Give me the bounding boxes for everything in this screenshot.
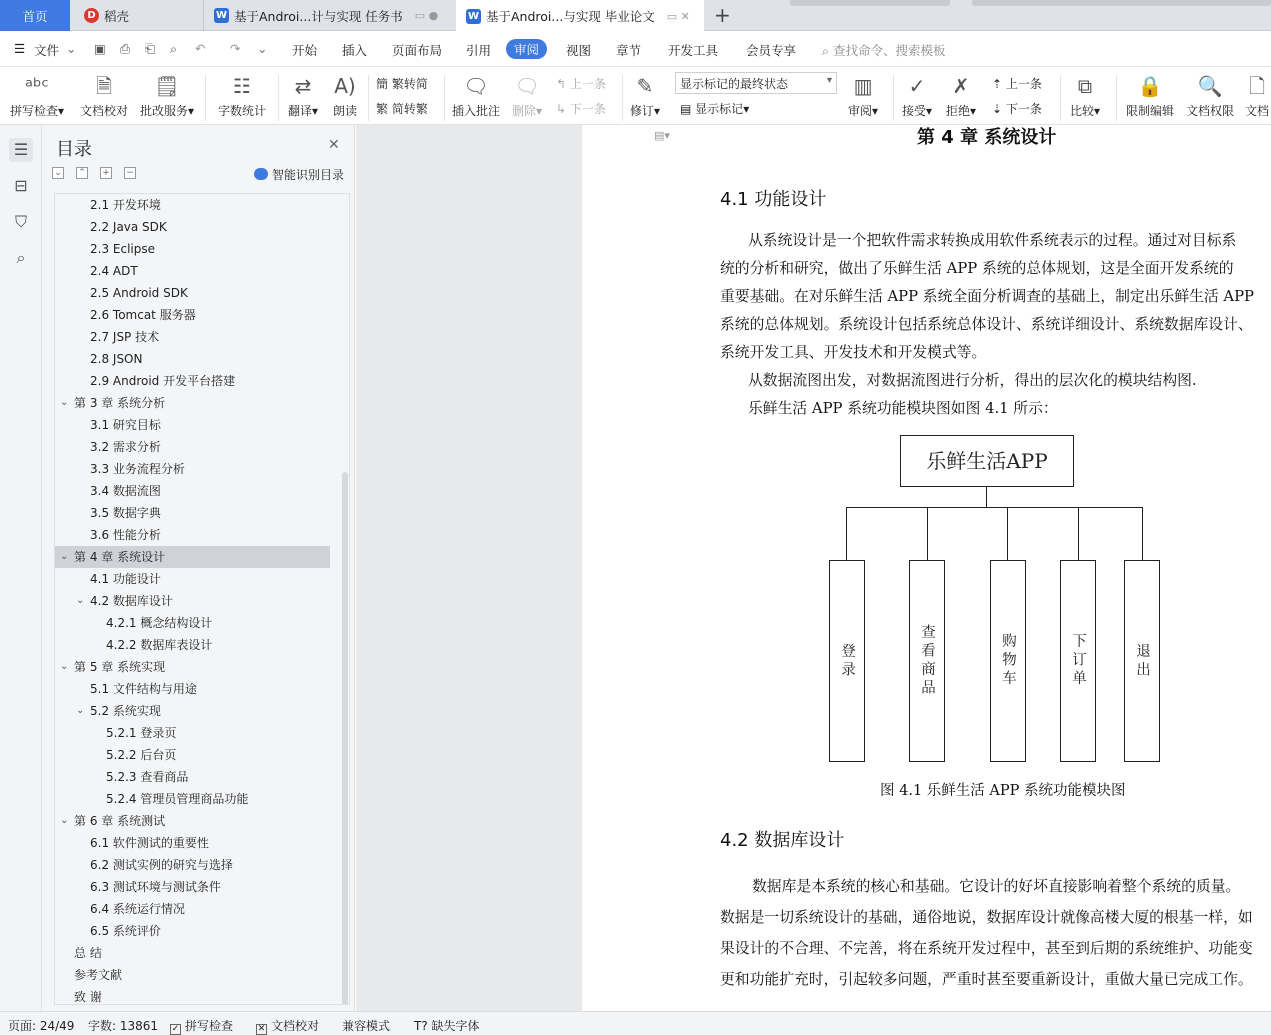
reject-icon: ✗ — [952, 74, 970, 98]
word-doc-icon: W — [467, 10, 480, 22]
paragraph-line: 从数据流图出发，对数据流图进行分析，得出的层次化的模块结构图. — [748, 372, 1197, 389]
search-icon[interactable]: ⌕ — [16, 248, 26, 267]
diagram-connector — [1142, 507, 1143, 560]
toc-item[interactable]: 3.5 数据字典 — [90, 506, 161, 520]
tab-task-book-controls-icon[interactable]: ▭ ● — [414, 9, 439, 22]
navigation-strip — [0, 125, 42, 1011]
doc-permission-label: 文档权限 — [1186, 104, 1235, 118]
word-count-label: 字数统计 — [218, 104, 267, 118]
comment-plus-icon: 🗨 — [463, 74, 489, 98]
compare-icon: ⧉ — [1077, 74, 1093, 98]
toc-item[interactable]: 3.1 研究目标 — [90, 418, 161, 432]
batch-service-label: 批改服务 — [140, 104, 189, 118]
restrict-editing-label: 限制编辑 — [1126, 104, 1175, 118]
toc-section-label: 5.2 系统实现 — [90, 704, 161, 718]
convert-icon: 繁 — [376, 102, 389, 116]
chapter-heading: 第 4 章 系统设计 — [917, 127, 1057, 148]
toc-scrollbar[interactable] — [342, 472, 348, 1005]
section-heading-4-1: 4.1 功能设计 — [720, 189, 827, 210]
toc-item[interactable]: 2.7 JSP 技术 — [90, 330, 160, 344]
expand-icon[interactable]: + — [100, 167, 112, 179]
batch-service-button[interactable]: 🗒 批改服务▾ — [140, 74, 195, 118]
figure-caption: 图 4.1 乐鲜生活 APP 系统功能模块图 — [880, 783, 1126, 799]
collapse-all-icon[interactable]: ⌄ — [52, 167, 64, 179]
close-icon[interactable]: ✕ — [328, 137, 340, 153]
redo-icon[interactable]: ↷ — [230, 41, 241, 56]
diagram-leaf-view-goods: 查看商品 — [909, 560, 945, 762]
word-count-button[interactable] — [218, 73, 266, 119]
translate-button[interactable]: ⇄ 翻译▾ — [288, 74, 319, 118]
toc-panel — [42, 125, 355, 1011]
undo-icon[interactable]: ↶ — [195, 41, 206, 56]
toc-item[interactable]: 总 结 — [74, 946, 102, 960]
spell-check-label: 拼写检查 — [10, 104, 59, 118]
toc-item[interactable]: 参考文献 — [74, 968, 123, 982]
toc-section-label: 4.2 数据库设计 — [90, 594, 173, 608]
menu-view[interactable]: 视图 — [566, 43, 592, 58]
delete-comment-button[interactable]: 🗨 删除▾ — [512, 74, 543, 118]
toc-item[interactable]: 4.2.1 概念结构设计 — [106, 616, 213, 630]
ribbon-separator — [205, 75, 206, 121]
accept-button[interactable]: ✓ 接受▾ — [902, 74, 933, 118]
toc-item[interactable]: 3.6 性能分析 — [90, 528, 161, 542]
convert-icon: 簡 — [376, 77, 389, 91]
missing-font-label: 缺失字体 — [431, 1019, 480, 1033]
diagram-connector — [927, 507, 928, 560]
chevron-down-icon[interactable]: ⌄ — [60, 661, 69, 672]
menu-member[interactable]: 会员专享 — [746, 43, 797, 58]
toc-section-4-2[interactable] — [55, 590, 330, 612]
diagram-leaf-cart: 购物车 — [990, 560, 1026, 762]
smart-toc-button[interactable] — [254, 166, 344, 183]
diagram-root-box: 乐鲜生活APP — [900, 435, 1074, 487]
markup-state-select[interactable]: 显示标记的最终状态 ▾ — [675, 72, 837, 94]
chevron-down-icon[interactable]: ⌄ — [66, 41, 77, 56]
toc-chapter-label: 第 4 章 系统设计 — [74, 550, 166, 564]
prev-change-button[interactable] — [992, 75, 1042, 92]
menu-start[interactable]: 开始 — [292, 43, 318, 58]
checkbox-icon: ✓ — [171, 1024, 180, 1034]
paragraph-line: 系统开发工具、开发技术和开发模式等。 — [720, 344, 987, 361]
toc-item[interactable]: 5.2.4 管理员管理商品功能 — [106, 792, 249, 806]
doc-more-button[interactable] — [1244, 73, 1270, 119]
tab-bar — [0, 0, 1271, 31]
tab-strip-edge — [972, 0, 1271, 6]
expand-level-icon[interactable]: ⌃ — [76, 167, 88, 179]
prev-comment-button[interactable] — [556, 75, 606, 92]
show-markup-label: 显示标记 — [695, 102, 744, 116]
toc-chapter-6[interactable] — [55, 810, 330, 832]
paragraph-line: 系统的总体规划。系统设计包括系统总体设计、系统详细设计、系统数据库设计、 — [720, 316, 1253, 333]
ribbon-separator — [893, 75, 894, 121]
menu-insert[interactable]: 插入 — [342, 43, 368, 58]
doc-permission-button[interactable] — [1186, 73, 1234, 119]
document-page[interactable] — [582, 125, 1271, 1011]
restrict-editing-button[interactable] — [1126, 73, 1174, 119]
next-change-button[interactable] — [992, 100, 1042, 117]
ribbon-separator — [1116, 75, 1117, 121]
reject-label: 拒绝 — [946, 104, 971, 118]
menu-file[interactable]: 文件 — [34, 43, 60, 58]
tab-home-label: 首页 — [22, 8, 48, 24]
print-icon[interactable]: ⎗ — [145, 41, 156, 56]
show-markup-button[interactable]: ▤ 显示标记▾ — [680, 102, 750, 116]
chevron-down-icon[interactable]: ⌄ — [60, 397, 69, 408]
ribbon-separator — [622, 75, 623, 121]
translate-label: 翻译 — [288, 104, 313, 118]
review-pane-icon: ▥ — [853, 74, 873, 98]
track-changes-button[interactable]: ✎ 修订▾ — [630, 74, 661, 118]
toc-item[interactable]: 6.1 软件测试的重要性 — [90, 836, 209, 850]
chevron-down-icon[interactable]: ⌄ — [76, 595, 85, 606]
menu-references[interactable]: 引用 — [466, 43, 492, 58]
diagram-connector — [846, 507, 847, 560]
toc-chapter-label: 第 6 章 系统测试 — [74, 814, 166, 828]
show-markup-icon: ▤ — [680, 102, 692, 116]
proof-icon: ✕ — [257, 1024, 266, 1034]
chevron-down-icon[interactable]: ⌄ — [60, 551, 69, 562]
next-comment-button[interactable] — [556, 100, 606, 117]
new-tab-icon[interactable]: + — [714, 3, 731, 27]
paragraph-line: 统的分析和研究，做出了乐鲜生活 APP 系统的总体规划，这是全面开发系统的 — [720, 260, 1234, 277]
search-icon: ⌕ — [822, 43, 830, 58]
compare-label: 比较 — [1070, 104, 1095, 118]
toc-item[interactable]: 4.2.2 数据库表设计 — [106, 638, 213, 652]
smart-toc-label: 智能识别目录 — [272, 168, 345, 182]
doc-more-label: 文档 — [1244, 104, 1269, 118]
toc-item[interactable]: 5.2.1 登录页 — [106, 726, 177, 740]
paragraph-line: 数据库是本系统的核心和基础。它设计的好坏直接影响着整个系统的质量。 — [752, 878, 1241, 895]
toc-item[interactable]: 2.4 ADT — [90, 264, 138, 278]
ribbon-separator — [444, 75, 445, 121]
lock-icon: 🔒 — [1137, 74, 1163, 98]
chevron-down-icon[interactable]: ⌄ — [60, 815, 69, 826]
command-search-placeholder: 查找命令、搜索模板 — [833, 43, 946, 58]
compare-button[interactable]: ⧉ 比较▾ — [1070, 74, 1101, 118]
ribbon-separator — [1060, 75, 1061, 121]
status-spell-check[interactable] — [170, 1017, 233, 1035]
next-comment-label: 下一条 — [569, 102, 606, 116]
traditional-to-simplified-button[interactable] — [376, 75, 428, 92]
section-heading-4-2: 4.2 数据库设计 — [720, 830, 845, 851]
paragraph-line: 果设计的不合理、不完善，将在系统开发过程中，甚至到后期的系统维护、功能变 — [720, 940, 1253, 957]
save-icon[interactable]: ▣ — [94, 41, 106, 56]
toc-panel-icon[interactable]: ☰ — [9, 138, 33, 162]
prev-change-icon: ⇡ — [992, 77, 1003, 91]
toc-item[interactable]: 6.4 系统运行情况 — [90, 902, 185, 916]
diagram-connector — [1078, 507, 1079, 560]
review-pane-button[interactable]: ▥ 审阅▾ — [848, 74, 879, 118]
toc-item[interactable]: 4.1 功能设计 — [90, 572, 161, 586]
next-change-icon: ⇣ — [992, 102, 1003, 116]
status-proof-label: 文档校对 — [271, 1019, 320, 1033]
paragraph-marker-icon[interactable]: ▤▾ — [654, 129, 670, 142]
collapse-icon[interactable]: − — [124, 167, 136, 179]
tab-strip-edge — [790, 0, 950, 6]
tab-docer-label: 稻壳 — [104, 8, 130, 24]
toc-list — [54, 193, 350, 1005]
paragraph-line: 乐鲜生活 APP 系统功能模块图如图 4.1 所示： — [748, 400, 1058, 417]
toc-item[interactable]: 2.8 JSON — [90, 352, 143, 366]
translate-icon: ⇄ — [294, 74, 312, 98]
prev-comment-label: 上一条 — [569, 77, 606, 91]
reject-button[interactable]: ✗ 拒绝▾ — [946, 74, 977, 118]
read-aloud-icon: A) — [334, 74, 356, 98]
menu-review[interactable]: 审阅 — [506, 39, 547, 59]
chevron-down-icon[interactable]: ⌄ — [76, 705, 85, 716]
toc-title: 目录 — [56, 139, 92, 160]
missing-font[interactable] — [414, 1017, 480, 1034]
menu-bar — [0, 31, 1271, 67]
accept-label: 接受 — [902, 104, 927, 118]
tab-thesis-label: 基于Androi...与实现 毕业论文 — [486, 9, 655, 24]
diagram-leaf-exit: 退出 — [1124, 560, 1160, 762]
word-count-icon: ☷ — [233, 74, 251, 98]
doc-proof-button[interactable] — [80, 73, 128, 119]
doc-more-icon: 🗋 — [1248, 74, 1266, 98]
page-indicator[interactable]: 页面: 24/49 — [8, 1019, 75, 1033]
review-ribbon — [0, 67, 1271, 125]
tab-thesis-close-icon[interactable]: ▭ ✕ — [666, 9, 690, 23]
status-proof[interactable] — [256, 1017, 319, 1035]
command-search[interactable] — [822, 41, 946, 59]
hamburger-icon[interactable]: ☰ — [14, 41, 26, 56]
toc-item[interactable]: 2.9 Android 开发平台搭建 — [90, 374, 236, 388]
toc-item[interactable]: 6.3 测试环境与测试条件 — [90, 880, 221, 894]
toc-chapter-5[interactable] — [55, 656, 330, 678]
menu-chapter[interactable]: 章节 — [616, 43, 642, 58]
paragraph-line: 更和功能扩充时，引起较多问题，严重时甚至要重新设计，重做大量已完成工作。 — [720, 971, 1253, 988]
tab-task-book-label: 基于Androi...计与实现 任务书 — [234, 8, 403, 24]
word-count-indicator[interactable]: 字数: 13861 — [88, 1019, 159, 1033]
word-doc-icon: W — [215, 10, 228, 21]
document-area — [356, 125, 1271, 1011]
prev-change-label: 上一条 — [1005, 77, 1042, 91]
read-aloud-label: 朗读 — [332, 104, 357, 118]
toc-chapter-4[interactable] — [55, 546, 330, 568]
accept-icon: ✓ — [908, 74, 926, 98]
toc-item[interactable]: 2.2 Java SDK — [90, 220, 167, 234]
prev-comment-icon: ↰ — [556, 77, 567, 91]
next-change-label: 下一条 — [1005, 102, 1042, 116]
bookmark-icon[interactable]: ⛉ — [14, 212, 27, 231]
toc-item[interactable]: 3.2 需求分析 — [90, 440, 161, 454]
compat-mode: 兼容模式 — [342, 1019, 391, 1033]
export-pdf-icon[interactable]: ⎙ — [120, 41, 131, 56]
diagram-connector — [846, 507, 1142, 508]
toc-item[interactable]: 致 谢 — [74, 990, 102, 1004]
toc-item[interactable]: 2.1 开发环境 — [90, 198, 161, 212]
simplified-to-traditional-button[interactable] — [376, 100, 428, 117]
print-preview-icon[interactable]: ⌕ — [170, 41, 178, 56]
t2s-label: 繁转简 — [391, 77, 428, 91]
missing-font-icon: T? — [414, 1019, 428, 1033]
toc-item[interactable]: 2.3 Eclipse — [90, 242, 155, 256]
diagram-leaf-login: 登录 — [829, 560, 865, 762]
docer-icon: D — [84, 8, 99, 23]
ai-icon — [254, 168, 268, 180]
toc-chapter-label: 第 5 章 系统实现 — [74, 660, 166, 674]
toc-item[interactable]: 2.6 Tomcat 服务器 — [90, 308, 196, 322]
diagram-connector — [986, 487, 987, 507]
diagram-leaf-order: 下订单 — [1060, 560, 1096, 762]
menu-layout[interactable]: 页面布局 — [392, 43, 443, 58]
status-spell-label: 拼写检查 — [185, 1019, 234, 1033]
track-changes-label: 修订 — [630, 104, 655, 118]
toc-item[interactable]: 5.1 文件结构与用途 — [90, 682, 197, 696]
review-pane-label: 审阅 — [848, 104, 873, 118]
tab-task-book[interactable] — [203, 0, 453, 31]
toc-item[interactable]: 3.4 数据流图 — [90, 484, 161, 498]
toc-item[interactable]: 5.2.2 后台页 — [106, 748, 177, 762]
paragraph-line: 数据是一切系统设计的基础，通俗地说，数据库设计就像高楼大厦的根基一样，如 — [720, 909, 1253, 926]
status-bar — [0, 1011, 1271, 1035]
s2t-label: 简转繁 — [391, 102, 428, 116]
diagram-connector — [1007, 507, 1008, 560]
toc-section-5-2[interactable] — [55, 700, 330, 722]
paragraph-line: 从系统设计是一个把软件需求转换成用软件系统表示的过程。通过对目标系 — [748, 232, 1237, 249]
delete-comment-icon: 🗨 — [514, 74, 540, 98]
spell-check-button[interactable]: ᵃᵇᶜ 拼写检查▾ — [10, 74, 65, 118]
toc-item[interactable]: 5.2.3 查看商品 — [106, 770, 189, 784]
doc-proof-label: 文档校对 — [80, 104, 129, 118]
tab-thesis[interactable] — [456, 0, 704, 32]
toc-item[interactable]: 2.5 Android SDK — [90, 286, 188, 300]
next-comment-icon: ↳ — [556, 102, 567, 116]
toc-item[interactable]: 6.5 系统评价 — [90, 924, 161, 938]
ribbon-separator — [368, 75, 369, 121]
chapter-nav-icon[interactable]: ⊟ — [14, 176, 28, 195]
tab-docer[interactable] — [72, 0, 200, 31]
read-aloud-button[interactable] — [332, 73, 358, 119]
ribbon-separator — [278, 75, 279, 121]
delete-comment-label: 删除 — [512, 104, 537, 118]
toc-chapter-label: 第 3 章 系统分析 — [74, 396, 166, 410]
toc-item[interactable]: 6.2 测试实例的研究与选择 — [90, 858, 233, 872]
insert-comment-label: 插入批注 — [452, 104, 501, 118]
tab-home[interactable] — [0, 0, 70, 31]
doc-permission-icon: 🔍 — [1197, 74, 1223, 98]
toc-item[interactable]: 3.3 业务流程分析 — [90, 462, 185, 476]
menu-devtools[interactable]: 开发工具 — [668, 43, 719, 58]
toc-chapter-3[interactable] — [55, 392, 330, 414]
doc-proof-icon: 🗎 — [95, 74, 113, 98]
quick-access-more-icon[interactable]: ⌄ — [257, 41, 268, 56]
paragraph-line: 重要基础。在对乐鲜生活 APP 系统全面分析调查的基础上，制定出乐鲜生活 APP — [720, 288, 1255, 305]
batch-service-icon: 🗒 — [154, 74, 180, 98]
spell-check-icon: ᵃᵇᶜ — [25, 74, 49, 98]
insert-comment-button[interactable] — [452, 73, 500, 119]
track-changes-icon: ✎ — [636, 74, 654, 98]
